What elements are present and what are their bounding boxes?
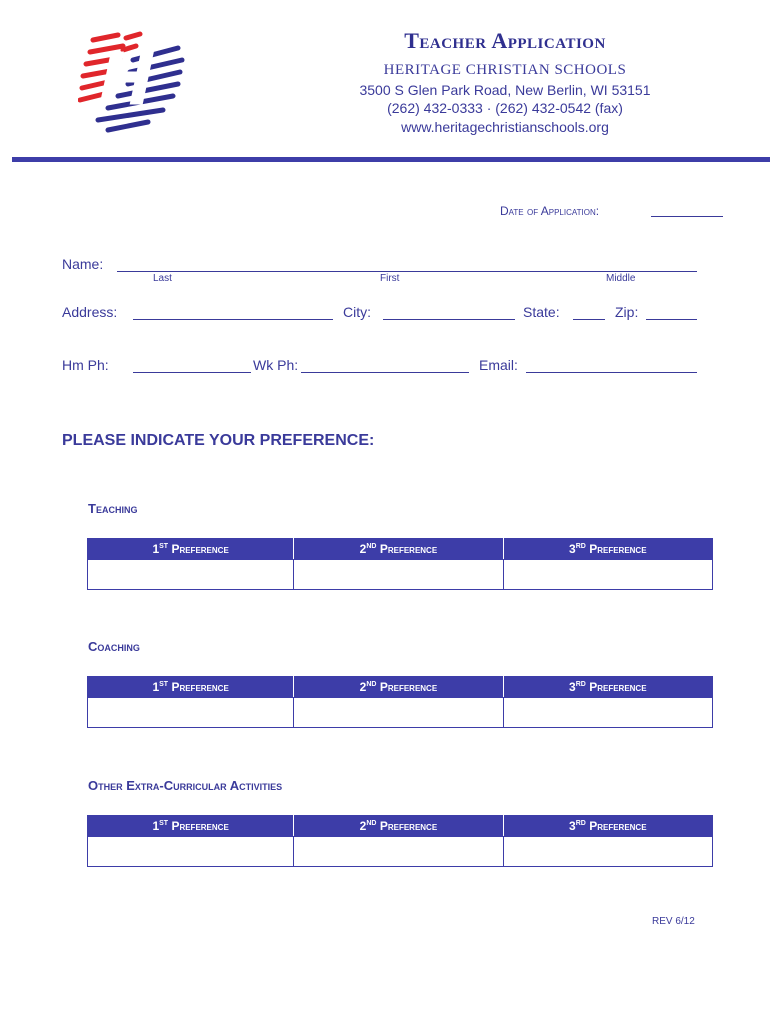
teaching-preference-1-cell[interactable] (88, 560, 294, 590)
teaching-preference-3-cell[interactable] (503, 560, 712, 590)
work-phone-label: Wk Ph: (253, 357, 299, 373)
name-middle-caption: Middle (606, 273, 636, 284)
state-label: State: (523, 304, 560, 320)
preference-1-header: 1ST Preference (88, 539, 294, 560)
zip-field[interactable] (646, 304, 697, 320)
home-phone-label: Hm Ph: (62, 357, 109, 373)
name-label: Name: (62, 256, 104, 272)
name-last-caption: Last (153, 273, 172, 284)
school-website[interactable]: www.heritagechristianschools.org (401, 119, 609, 135)
state-field[interactable] (573, 304, 605, 320)
teaching-preference-2-cell[interactable] (294, 560, 503, 590)
school-phones: (262) 432-0333 · (262) 432-0542 (fax) (387, 100, 623, 116)
preference-1-header: 1ST Preference (88, 677, 294, 698)
other-activities-section-title: Other Extra-Curricular Activities (88, 778, 283, 793)
preference-3-header: 3RD Preference (503, 816, 712, 837)
email-label: Email: (479, 357, 518, 373)
preference-3-header: 3RD Preference (503, 539, 712, 560)
preference-1-header: 1ST Preference (88, 816, 294, 837)
other-preference-1-cell[interactable] (88, 837, 294, 867)
work-phone-field[interactable] (301, 357, 469, 373)
coaching-section-title: Coaching (88, 639, 140, 654)
form-title: Teacher Application (404, 28, 606, 53)
teaching-section-title: Teaching (88, 501, 138, 516)
preference-2-header: 2ND Preference (294, 539, 503, 560)
coaching-preference-3-cell[interactable] (503, 698, 712, 728)
other-activities-preference-table (87, 815, 713, 867)
school-name: HERITAGE CHRISTIAN SCHOOLS (383, 62, 627, 78)
name-field[interactable] (117, 256, 697, 272)
date-of-application-label: Date of Application: (500, 204, 600, 218)
preference-3-header: 3RD Preference (503, 677, 712, 698)
school-address: 3500 S Glen Park Road, New Berlin, WI 53151 (359, 82, 651, 98)
home-phone-field[interactable] (133, 357, 251, 373)
zip-label: Zip: (615, 304, 639, 320)
preference-2-header: 2ND Preference (294, 677, 503, 698)
preference-heading: PLEASE INDICATE YOUR PREFERENCE: (62, 432, 375, 449)
preference-2-header: 2ND Preference (294, 816, 503, 837)
other-preference-2-cell[interactable] (294, 837, 503, 867)
name-first-caption: First (380, 273, 400, 284)
address-field[interactable] (133, 304, 333, 320)
coaching-preference-table (87, 676, 713, 728)
teaching-preference-table (87, 538, 713, 590)
address-label: Address: (62, 304, 118, 320)
city-field[interactable] (383, 304, 515, 320)
header-divider (12, 157, 770, 162)
coaching-preference-1-cell[interactable] (88, 698, 294, 728)
coaching-preference-2-cell[interactable] (294, 698, 503, 728)
school-logo (78, 30, 188, 135)
date-of-application-field[interactable] (651, 202, 723, 217)
city-label: City: (343, 304, 371, 320)
other-preference-3-cell[interactable] (503, 837, 712, 867)
email-field[interactable] (526, 357, 697, 373)
revision-label: REV 6/12 (652, 916, 695, 927)
